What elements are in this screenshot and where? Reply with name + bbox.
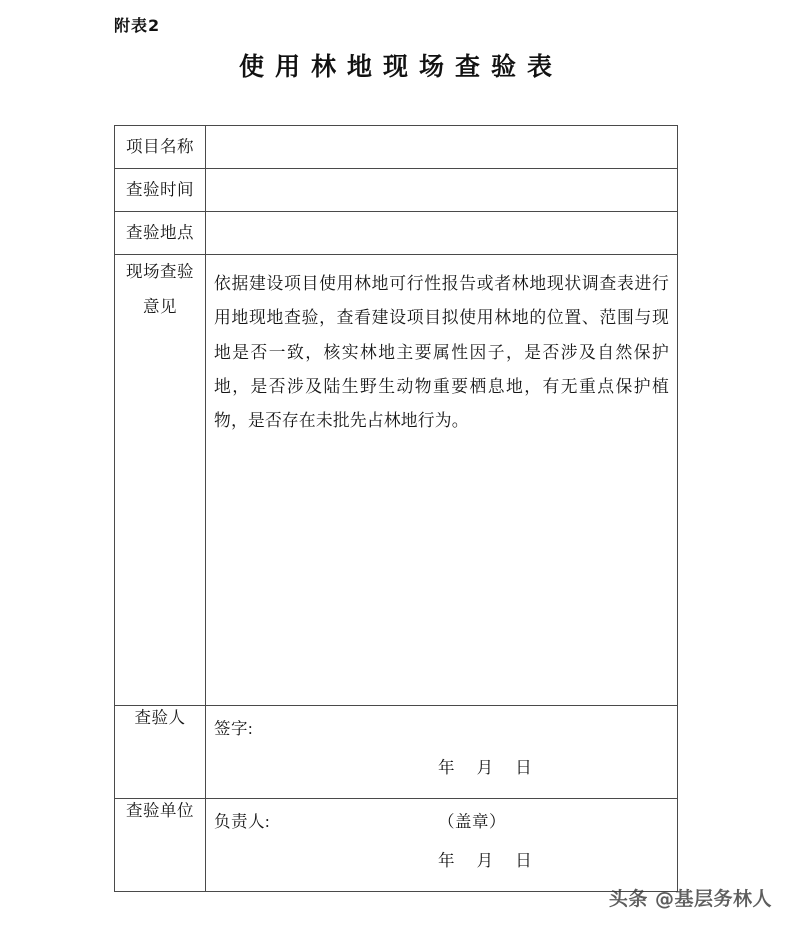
opinion-paragraph: 依据建设项目使用林地可行性报告或者林地现状调查表进行用地现地查验，查看建设项目拟使用林地的位置、范围与现地是否一致，核实林地主要属性因子，是否涉及自然保护地，是否涉及陆生野生动物重要栖息地，有无重点保护植物，是否存在未批先占林地行为。 bbox=[214, 274, 669, 431]
inspector-signature-block bbox=[206, 706, 677, 798]
row-value-project-name[interactable] bbox=[206, 126, 678, 169]
unit-date-line: 年 月 日 bbox=[438, 851, 541, 870]
row-value-inspection-time[interactable] bbox=[206, 169, 678, 212]
row-label-onsite-opinion bbox=[115, 255, 206, 706]
row-label-project-name: 项目名称 bbox=[115, 126, 206, 169]
row-value-inspection-place[interactable] bbox=[206, 212, 678, 255]
table-row bbox=[115, 706, 678, 799]
row-label-inspector: 查验人 bbox=[115, 706, 206, 799]
row-value-inspection-unit[interactable] bbox=[206, 799, 678, 892]
row-value-inspector[interactable] bbox=[206, 706, 678, 799]
inspector-signature-label: 签字: bbox=[214, 719, 254, 738]
unit-signature-block bbox=[206, 799, 677, 891]
row-label-inspection-time: 查验时间 bbox=[115, 169, 206, 212]
opinion-label-line-2: 意见 bbox=[143, 296, 177, 316]
inspection-form-table bbox=[114, 125, 678, 892]
inspector-date-line: 年 月 日 bbox=[438, 758, 541, 777]
unit-person-label: 负责人: bbox=[214, 812, 271, 831]
unit-stamp-note: （盖章） bbox=[438, 812, 506, 831]
row-label-inspection-place: 查验地点 bbox=[115, 212, 206, 255]
table-row bbox=[115, 255, 678, 706]
row-value-onsite-opinion[interactable] bbox=[206, 255, 678, 706]
table-row bbox=[115, 212, 678, 255]
opinion-label-line-1: 现场查验 bbox=[126, 262, 194, 281]
row-label-inspection-unit: 查验单位 bbox=[115, 799, 206, 892]
table-row bbox=[115, 799, 678, 892]
attachment-label: 附表2 bbox=[114, 16, 161, 35]
watermark: 头条 @基层务林人 bbox=[608, 888, 772, 910]
table-row bbox=[115, 126, 678, 169]
page-title: 使用林地现场查验表 bbox=[238, 54, 563, 81]
table-row bbox=[115, 169, 678, 212]
